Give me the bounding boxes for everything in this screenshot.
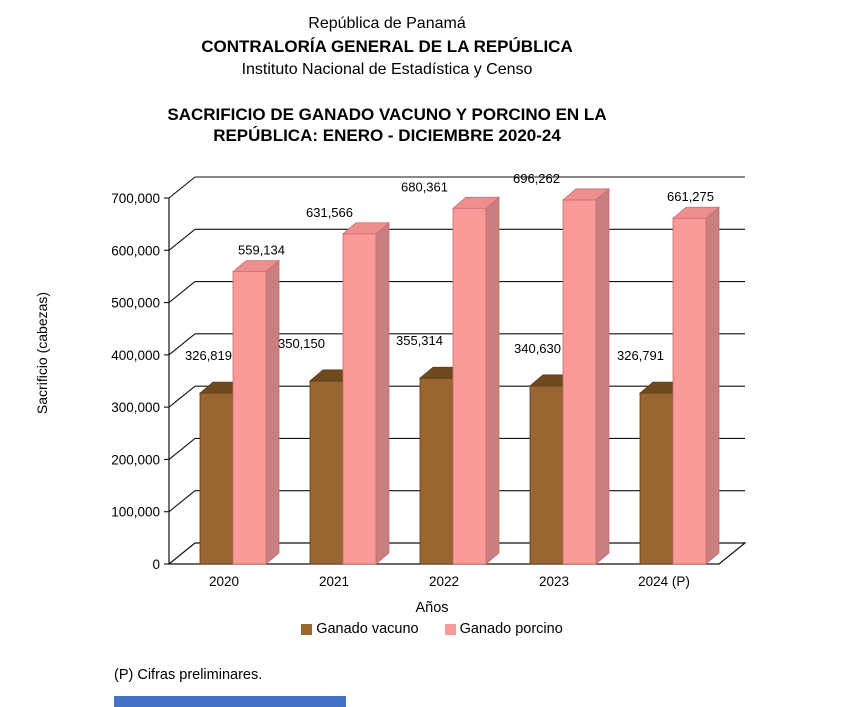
bar-porcino-2024 (P)-front — [673, 218, 706, 564]
x-tick-label: 2023 — [538, 574, 570, 589]
left-wall-gridline — [169, 177, 195, 198]
legend-swatch-porcino-icon — [445, 624, 456, 635]
data-label-vacuno-2021: 350,150 — [278, 335, 325, 351]
x-axis-title: Años — [415, 600, 449, 616]
bar-porcino-2022-front — [453, 208, 486, 564]
left-wall-gridline — [169, 386, 195, 407]
legend-label-porcino: Ganado porcino — [459, 621, 563, 637]
y-tick-label: 100,000 — [111, 504, 160, 520]
left-wall-gridline — [169, 491, 195, 512]
org-country-line: República de Panamá — [308, 15, 466, 32]
y-tick-label: 700,000 — [111, 191, 160, 206]
y-tick-label: 600,000 — [111, 243, 160, 259]
data-label-vacuno-2020: 326,819 — [185, 348, 232, 364]
y-tick-label: 200,000 — [111, 452, 160, 468]
bottom-blue-bar — [114, 696, 346, 707]
bar-porcino-2020-side — [266, 261, 279, 564]
chart-title-line-2: REPÚBLICA: ENERO - DICIEMBRE 2020-24 — [213, 126, 561, 145]
org-institute-line: Instituto Nacional de Estadística y Censo — [241, 61, 533, 78]
bar-porcino-2024 (P)-side — [706, 207, 719, 564]
data-label-porcino-2020: 559,134 — [238, 242, 285, 258]
legend-swatch-vacuno-icon — [301, 624, 312, 635]
x-tick-label: 2021 — [318, 574, 350, 589]
bar-porcino-2020-front — [233, 272, 266, 564]
x-tick-label: 2024 (P) — [638, 574, 690, 589]
footnote: (P) Cifras preliminares. — [114, 667, 263, 683]
bar-vacuno-2024 (P)-front — [640, 393, 673, 564]
y-tick-label: 0 — [152, 557, 160, 572]
bar-porcino-2021-side — [376, 223, 389, 564]
x-tick-label: 2022 — [428, 574, 460, 589]
data-label-porcino-2021: 631,566 — [306, 204, 353, 220]
bar-vacuno-2022-front — [420, 378, 453, 564]
data-label-porcino-2023: 696,262 — [513, 170, 560, 186]
x-tick-label: 2020 — [208, 574, 240, 589]
left-wall-gridline — [169, 229, 195, 250]
data-label-vacuno-2024 (P): 326,791 — [617, 348, 664, 364]
org-name-line: CONTRALORÍA GENERAL DE LA REPÚBLICA — [201, 37, 573, 56]
legend-label-vacuno: Ganado vacuno — [316, 621, 419, 637]
bar-porcino-2021-front — [343, 234, 376, 564]
chart-legend — [9, 621, 846, 637]
bar-porcino-2023-side — [596, 189, 609, 564]
y-tick-label: 300,000 — [111, 400, 160, 416]
data-label-porcino-2022: 680,361 — [401, 179, 448, 195]
data-label-porcino-2024 (P): 661,275 — [667, 189, 714, 205]
y-tick-label: 400,000 — [111, 347, 160, 363]
legend-item-porcino — [445, 621, 563, 637]
bar-vacuno-2021-front — [310, 381, 343, 564]
chart-title-line-1: SACRIFICIO DE GANADO VACUNO Y PORCINO EN LA — [167, 105, 607, 124]
bar-porcino-2023-front — [563, 200, 596, 564]
bar-vacuno-2020-front — [200, 393, 233, 564]
bar-vacuno-2023-front — [530, 386, 563, 564]
left-wall-gridline — [169, 282, 195, 303]
y-axis-title: Sacrificio (cabezas) — [34, 291, 50, 415]
data-label-vacuno-2023: 340,630 — [514, 340, 561, 356]
left-wall-gridline — [169, 438, 195, 459]
data-label-vacuno-2022: 355,314 — [396, 333, 443, 349]
bar-porcino-2022-side — [486, 197, 499, 564]
legend-item-vacuno — [301, 621, 418, 637]
y-tick-label: 500,000 — [111, 295, 160, 311]
